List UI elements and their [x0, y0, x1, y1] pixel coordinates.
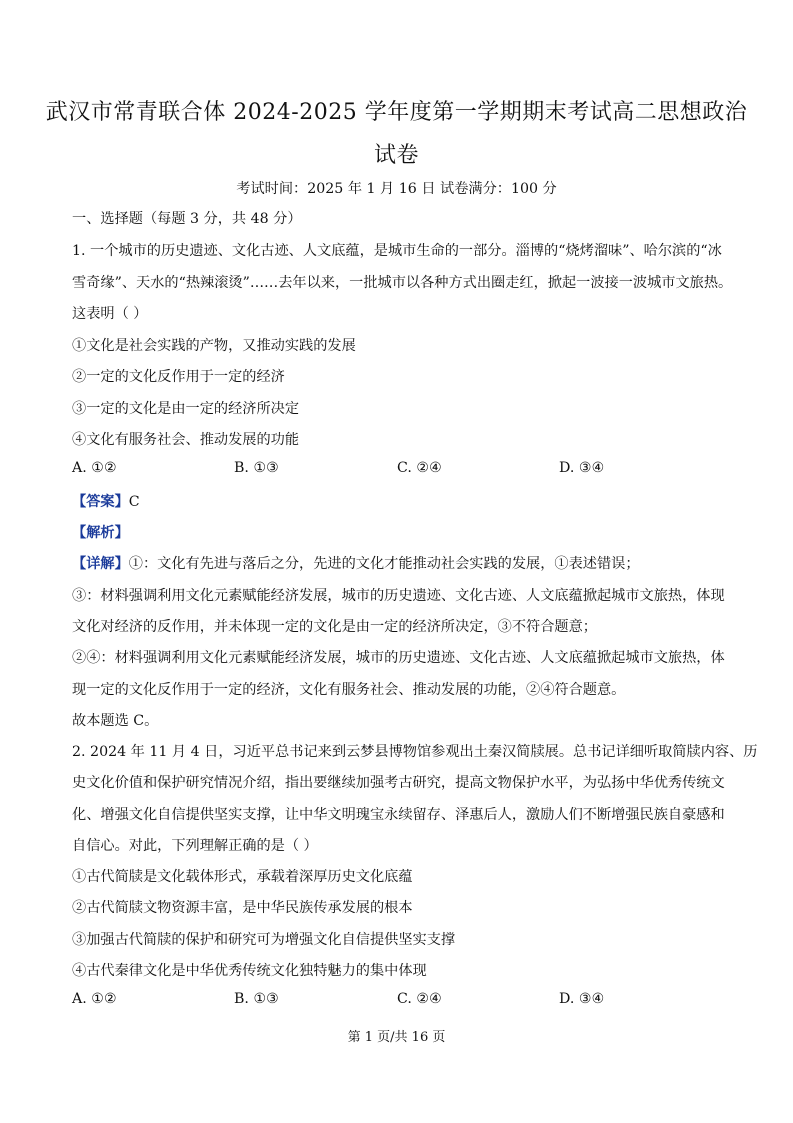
q1-detail-line1	[72, 553, 640, 573]
exam-title-line1: 武汉市常青联合体 2024-2025 学年度第一学期期末考试高二思想政治	[45, 100, 748, 125]
analysis-label: 【解析】	[72, 525, 129, 541]
q2-statement-1: ①古代简牍是文化载体形式，承载着深厚历史文化底蕴	[72, 869, 413, 885]
q2-option-a: A. ①②	[72, 991, 117, 1007]
q1-stem-line2: 雪奇缘”、天水的“热辣滚烫”……去年以来，一批城市以各种方式出圈走红，掀起一波接一波城市文旅热。	[72, 275, 733, 291]
q1-conclusion: 故本题选 C。	[72, 713, 159, 729]
detail-text-1: ①：文化有先进与落后之分，先进的文化才能推动社会实践的发展，①表述错误；	[128, 556, 640, 572]
q2-stem-line2: 史文化价值和保护研究情况介绍，指出要继续加强考古研究，提高文物保护水平，为弘扬中华优秀传统文	[72, 775, 725, 791]
q2-statement-4: ④古代秦律文化是中华优秀传统文化独特魅力的集中体现	[72, 963, 427, 979]
q1-statement-4: ④文化有服务社会、推动发展的功能	[72, 432, 300, 448]
q1-statement-2: ②一定的文化反作用于一定的经济	[72, 369, 285, 385]
q1-detail-line5: 现一定的文化反作用于一定的经济，文化有服务社会、推动发展的功能，②④符合题意。	[72, 682, 626, 698]
q1-statement-1: ①文化是社会实践的产物，又推动实践的发展	[72, 338, 356, 354]
q2-stem-line1: 2. 2024 年 11 月 4 日，习近平总书记来到云梦县博物馆参观出土秦汉简牍展。总书记详细听取简牍内容、历	[72, 744, 758, 760]
q2-option-d: D. ③④	[559, 991, 605, 1007]
page-number: 第 1 页/共 16 页	[347, 1030, 446, 1045]
q1-option-a: A. ①②	[72, 460, 117, 476]
q2-statement-3: ③加强古代简牍的保护和研究可为增强文化自信提供坚实支撑	[72, 932, 456, 948]
detail-label: 【详解】	[72, 556, 129, 572]
q1-analysis-label	[72, 522, 129, 542]
answer-value: C	[128, 494, 140, 510]
exam-title-line2: 试卷	[373, 143, 419, 168]
q1-detail-line3: 文化对经济的反作用，并未体现一定的文化是由一定的经济所决定，③不符合题意；	[72, 619, 597, 635]
q1-option-d: D. ③④	[559, 460, 605, 476]
q1-stem-line1: 1. 一个城市的历史遗迹、文化古迹、人文底蕴，是城市生命的一部分。淄博的“烧烤溜味”、哈尔滨的“冰	[72, 243, 722, 259]
q1-detail-line2: ③：材料强调利用文化元素赋能经济发展，城市的历史遗迹、文化古迹、人文底蕴掀起城市文旅热，体现	[72, 588, 725, 604]
q2-option-c: C. ②④	[397, 991, 442, 1007]
q1-detail-line4: ②④：材料强调利用文化元素赋能经济发展，城市的历史遗迹、文化古迹、人文底蕴掀起城市文旅热，体	[72, 650, 725, 666]
q1-option-c: C. ②④	[397, 460, 442, 476]
q2-option-b: B. ①③	[234, 991, 279, 1007]
q2-stem-line3: 化、增强文化自信提供坚实支撑，让中华文明瑰宝永续留存、泽惠后人，激励人们不断增强民族自豪感和	[72, 807, 725, 823]
exam-info: 考试时间：2025 年 1 月 16 日 试卷满分：100 分	[236, 181, 557, 197]
q1-statement-3: ③一定的文化是由一定的经济所决定	[72, 401, 300, 417]
q2-stem-line4: 自信心。对此，下列理解正确的是（ ）	[72, 838, 318, 854]
q1-answer	[72, 491, 140, 511]
q2-statement-2: ②古代简牍文物资源丰富，是中华民族传承发展的根本	[72, 900, 413, 916]
q1-stem-line3: 这表明（ ）	[72, 306, 148, 322]
section-heading: 一、选择题（每题 3 分，共 48 分）	[72, 211, 302, 227]
q1-option-b: B. ①③	[234, 460, 279, 476]
answer-label: 【答案】	[72, 494, 129, 510]
